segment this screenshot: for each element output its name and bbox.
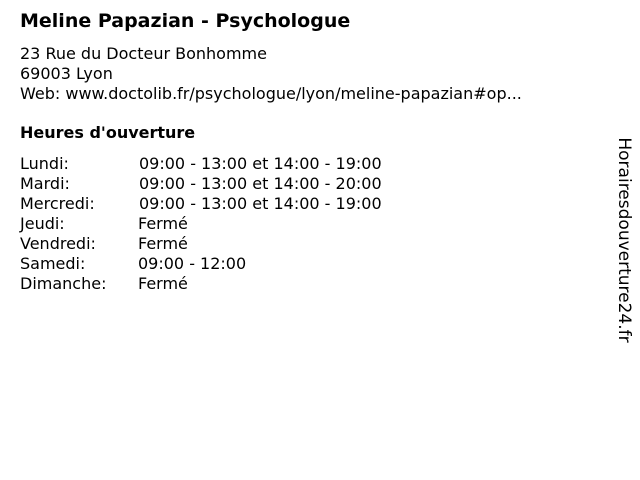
- street-address: 23 Rue du Docteur Bonhomme: [20, 44, 267, 63]
- opening-hours-heading: Heures d'ouverture: [20, 123, 196, 142]
- website-link[interactable]: www.doctolib.fr/psychologue/lyon/meline-papazian#op...: [65, 84, 522, 103]
- website-label: Web:: [20, 84, 66, 103]
- day-label: Vendredi:: [20, 234, 96, 253]
- day-label: Mercredi:: [20, 194, 95, 213]
- website-line: [20, 84, 522, 104]
- hours-value: Fermé: [138, 274, 188, 293]
- day-label: Dimanche:: [20, 274, 107, 293]
- hours-value: 09:00 - 13:00 et 14:00 - 20:00: [139, 174, 382, 193]
- business-name: Meline Papazian - Psychologue: [20, 10, 351, 32]
- hours-value: 09:00 - 12:00: [138, 254, 247, 273]
- day-label: Lundi:: [20, 154, 69, 173]
- day-label: Mardi:: [20, 174, 70, 193]
- hours-value: 09:00 - 13:00 et 14:00 - 19:00: [139, 154, 382, 173]
- day-label: Samedi:: [20, 254, 86, 273]
- business-address: [20, 44, 522, 104]
- day-label: Jeudi:: [20, 214, 65, 233]
- site-watermark: Horairesdouverture24.fr: [614, 137, 634, 343]
- hours-value: 09:00 - 13:00 et 14:00 - 19:00: [139, 194, 382, 213]
- hours-value: Fermé: [138, 234, 188, 253]
- city-address: 69003 Lyon: [20, 64, 113, 83]
- hours-value: Fermé: [138, 214, 188, 233]
